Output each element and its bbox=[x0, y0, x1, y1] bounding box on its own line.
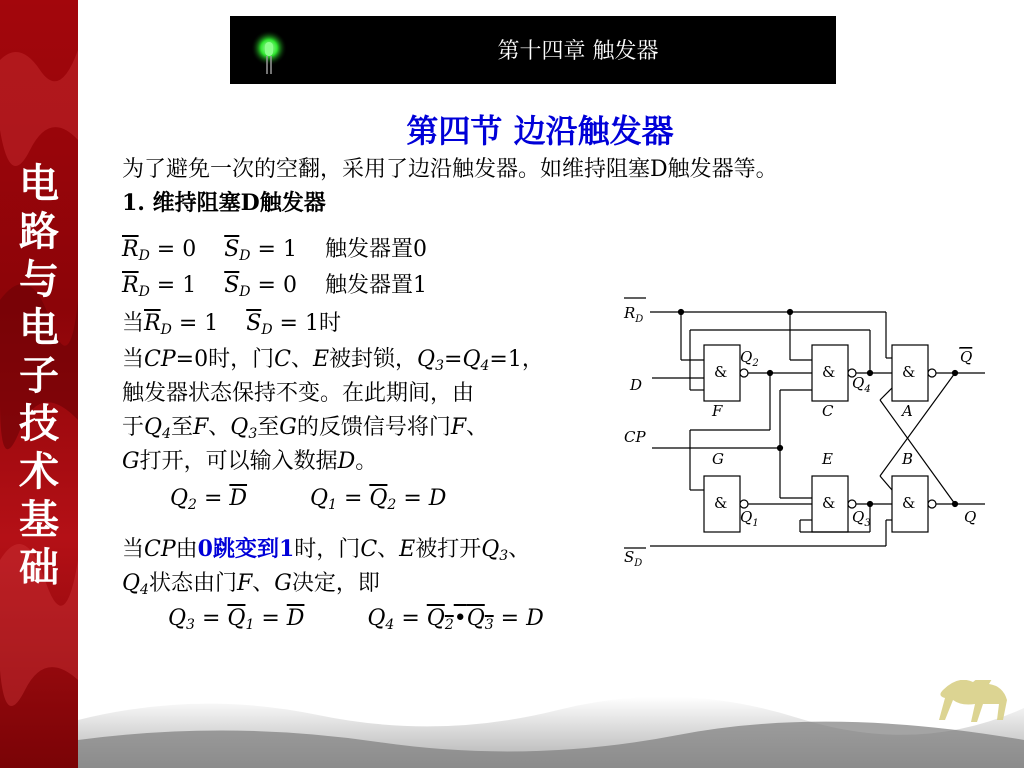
svg-text:&: & bbox=[902, 363, 916, 381]
paragraph1-line2: 触发器状态保持不变。在此期间，由 bbox=[122, 381, 475, 406]
rd-label: $R_D$ bbox=[624, 304, 644, 325]
gate-e bbox=[812, 450, 856, 532]
svg-text:E: E bbox=[822, 450, 833, 468]
svg-text:&: & bbox=[902, 494, 916, 512]
equation-2: $Q_3 = \overline{Q}_1 = \overline{D}$ $Q_4$ = $Q_2•Q_3 = D$ bbox=[168, 606, 544, 633]
section-title: 第四节 边沿触发器 bbox=[406, 112, 674, 150]
svg-text:Q1: $Q_1$ bbox=[740, 508, 759, 529]
chapter-title: 第十四章 触发器 bbox=[497, 39, 659, 64]
condition-set: $\overline{R}_D = 1$ $\overline{S}_D = 0$ 触发器置1 bbox=[122, 273, 427, 300]
gate-b bbox=[892, 450, 936, 532]
svg-text:F: F bbox=[712, 402, 723, 420]
condition-hold: 当$\overline{R}_D = 1$ $\overline{S}_D = 1$时 bbox=[122, 311, 341, 338]
paragraph2-line1: 当CP由0跳变到1时，门C、E被打开$Q_3$、 bbox=[122, 536, 531, 564]
horse-icon bbox=[939, 680, 1007, 722]
svg-text:G: G bbox=[712, 450, 724, 468]
svg-text:Q: Q bbox=[960, 348, 973, 366]
d-label: D bbox=[630, 376, 643, 394]
equation-1: $Q_2 = \overline{D}$ $Q_1 = \overline{Q}_2 = D$ bbox=[170, 486, 447, 513]
subsection-heading: 1. 维持阻塞D触发器 bbox=[122, 190, 326, 216]
svg-text:&: & bbox=[714, 494, 728, 512]
svg-text:Q3: $Q_3$ bbox=[852, 508, 871, 529]
bottom-decoration bbox=[78, 680, 1024, 768]
svg-text:&: & bbox=[822, 494, 836, 512]
svg-text:Q: Q bbox=[964, 508, 977, 526]
paragraph2-line2: $Q_4$状态由门F、G决定，即 bbox=[122, 571, 380, 598]
svg-text:&: & bbox=[714, 363, 728, 381]
gate-c bbox=[812, 345, 856, 420]
chapter-header bbox=[230, 16, 836, 84]
intro-text: 为了避免一次的空翻，采用了边沿触发器。如维持阻塞D触发器等。 bbox=[122, 157, 778, 182]
svg-text:B: B bbox=[902, 450, 914, 468]
svg-text:&: & bbox=[822, 363, 836, 381]
d-flip-flop-circuit bbox=[612, 290, 992, 580]
paragraph1-line4: G打开，可以输入数据D。 bbox=[122, 449, 378, 474]
input-labels bbox=[623, 304, 646, 569]
cp-label: CP bbox=[624, 428, 646, 446]
condition-reset: $\overline{R}_D = 0$ $\overline{S}_D = 1$ 触发器置0 bbox=[122, 237, 427, 264]
sidebar bbox=[0, 0, 78, 768]
svg-text:A: A bbox=[902, 402, 913, 420]
course-title: 电 路 与 电 子 技 术 基 础 bbox=[19, 161, 59, 591]
svg-text:C: C bbox=[822, 402, 834, 420]
svg-text:Q4: $Q_4$ bbox=[852, 374, 871, 395]
output-labels bbox=[960, 348, 976, 526]
sd-label: $S_D$ bbox=[624, 548, 643, 569]
paragraph1-line3: 于$Q_4$至F、$Q_3$至G的反馈信号将门F、 bbox=[122, 415, 489, 442]
svg-text:Q2: $Q_2$ bbox=[740, 348, 759, 369]
paragraph1-line1: 当CP=0时，门C、E被封锁，$Q_3=Q_4=1$， bbox=[122, 347, 544, 374]
